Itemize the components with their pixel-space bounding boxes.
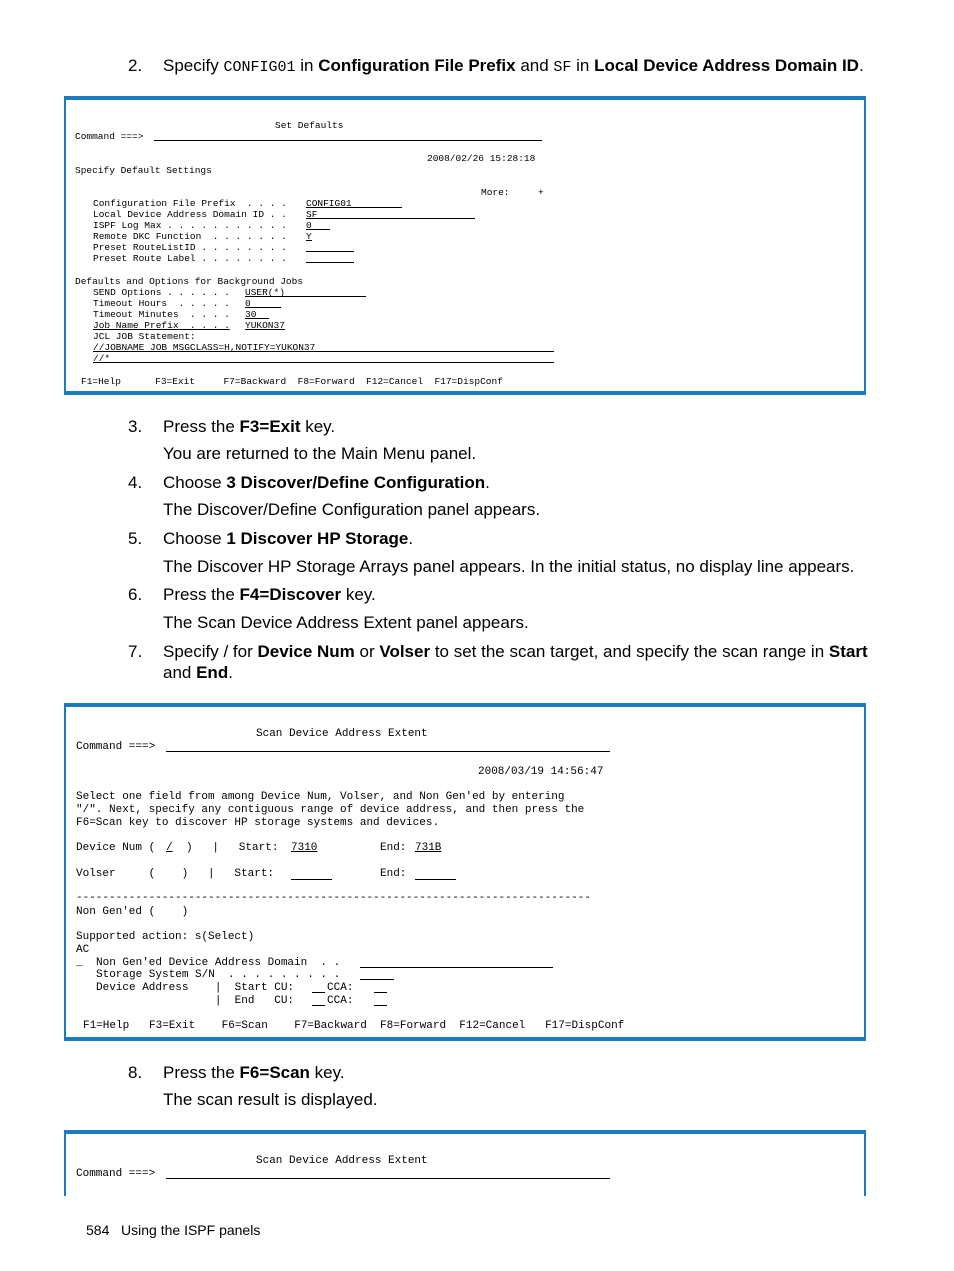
step-3-result: You are returned to the Main Menu panel. [163,444,477,463]
step-5: 5. Choose 1 Discover HP Storage. [128,529,414,548]
bg-jobs-heading: Defaults and Options for Background Jobs [75,276,304,287]
send-options-value[interactable]: USER(*) [245,287,285,298]
command-input[interactable] [154,140,542,141]
step-6: 6. Press the F4=Discover key. [128,585,376,604]
domain-id-label: Local Device Address Domain ID . . [93,209,287,220]
chapter-title: Using the ISPF panels [121,1222,261,1238]
page-footer [86,1222,260,1238]
step-8-result: The scan result is displayed. [163,1090,378,1109]
storage-sn-label: Storage System S/N . . . . . . . . . [96,969,341,981]
job-prefix-value[interactable]: YUKON37 [245,320,285,331]
end-cu-input[interactable] [312,1005,325,1006]
send-options-underline [245,296,366,297]
instruction-line-1: Select one field from among Device Num, Volser, and Non Gen'ed by entering [76,791,565,803]
jcl-label: JCL JOB Statement: [93,331,196,342]
action-column-header: AC [76,944,90,956]
config-prefix-label: Configuration File Prefix . . . . [93,198,287,209]
timeout-minutes-value[interactable]: 30 [245,309,257,320]
step-7: 7. Specify / for Device Num or Volser to set the scan target, and specify the scan range in Start [128,642,868,661]
jcl-line-2[interactable]: //* [93,353,111,364]
section-heading: Specify Default Settings [75,165,212,176]
timeout-minutes-label: Timeout Minutes . . . . [93,309,230,320]
device-num-end-label: End: [380,842,407,854]
routelist-label: Preset RouteListID . . . . . . . . [93,242,287,253]
config-prefix-underline [306,207,402,208]
datetime: 2008/02/26 15:28:18 [427,153,536,164]
jcl-line-1[interactable]: //JOBNAME JOB MSGCLASS=H,NOTIFY=YUKON37 [93,342,316,353]
end-cca-input[interactable] [374,1005,387,1006]
timeout-hours-label: Timeout Hours . . . . . [93,298,230,309]
command-label: Command ===> [75,131,144,142]
step-4: 4. Choose 3 Discover/Define Configuration. [128,473,490,492]
storage-sn-input[interactable] [360,979,394,980]
ng-domain-label: Non Gen'ed Device Address Domain . . [96,957,341,969]
datetime: 2008/03/19 14:56:47 [478,766,604,778]
domain-id-underline [306,218,475,219]
step-4-result: The Discover/Define Configuration panel appears. [163,500,541,519]
page-number: 584 [86,1222,110,1238]
remote-dkc-value[interactable]: Y [306,231,312,242]
job-prefix-label: Job Name Prefix . . . . [93,320,230,331]
panel-title: Scan Device Address Extent [256,728,428,740]
timeout-hours-value[interactable]: 0 [245,298,251,309]
command-label: Command ===> [76,1168,156,1180]
volser-end-input[interactable] [415,879,456,880]
volser-end-label: End: [380,868,407,880]
jcl-line-2-underline [93,362,554,363]
remote-dkc-label: Remote DKC Function . . . . . . . [93,231,287,242]
ispf-log-value[interactable]: 0 [306,220,312,231]
device-num-end[interactable]: 731B [415,842,442,854]
device-num-label: Device Num ( [76,842,156,854]
scan-result-panel [64,1130,866,1196]
function-keys[interactable]: F1=Help F3=Exit F6=Scan F7=Backward F8=Forward F12=Cancel F17=DispConf [83,1020,625,1032]
step-7-continued: and End. [163,663,233,682]
device-num-separator: ) | Start: [186,842,279,854]
timeout-hours-underline [245,307,281,308]
non-gened-label[interactable]: Non Gen'ed ( ) [76,906,189,918]
step-5-result: The Discover HP Storage Arrays panel appears. In the initial status, no display line appears. [163,557,855,576]
instruction-line-3: F6=Scan key to discover HP storage systems and devices. [76,817,440,829]
action-select[interactable]: _ [76,957,83,969]
command-label: Command ===> [76,741,156,753]
route-label-label: Preset Route Label . . . . . . . . [93,253,287,264]
supported-action: Supported action: s(Select) [76,931,255,943]
scan-extent-panel [64,703,866,1041]
volser-label: Volser ( ) | Start: [76,868,275,880]
set-defaults-panel [64,96,866,395]
step-3: 3. Press the F3=Exit key. [128,417,336,436]
step-8: 8. Press the F6=Scan key. [128,1063,345,1082]
ng-domain-input[interactable] [360,967,553,968]
instruction-line-2: "/". Next, specify any contiguous range of device address, and then press the [76,804,585,816]
route-label-input[interactable] [306,262,354,263]
function-keys[interactable]: F1=Help F3=Exit F7=Backward F8=Forward F12=Cancel F17=DispConf [81,376,503,387]
remote-dkc-underline [306,240,312,241]
step-6-result: The Scan Device Address Extent panel appears. [163,613,529,632]
command-input[interactable] [166,1178,610,1179]
ispf-log-label: ISPF Log Max . . . . . . . . . . . [93,220,287,231]
jcl-line-1-underline [93,351,554,352]
start-cca-input[interactable] [374,992,387,993]
timeout-minutes-underline [245,318,269,319]
panel-title: Set Defaults [275,120,344,131]
divider: ------------------------------------------------------------------------------ [76,892,591,904]
volser-start-input[interactable] [291,879,332,880]
device-num-start[interactable]: 7310 [291,842,318,854]
config-prefix-value[interactable]: CONFIG01 [306,198,352,209]
routelist-input[interactable] [306,251,354,252]
more-indicator: More: + [481,187,544,198]
ispf-log-underline [306,229,330,230]
device-num-select[interactable]: / [166,842,173,854]
device-address-end: | End CU: CCA: [96,995,354,1007]
panel-title: Scan Device Address Extent [256,1155,428,1167]
device-address-start: Device Address | Start CU: CCA: [96,982,354,994]
start-cu-input[interactable] [312,992,325,993]
command-input[interactable] [166,751,610,752]
send-options-label: SEND Options . . . . . . [93,287,230,298]
step-2: 2. Specify CONFIG01 in Configuration File Prefix and SF in Local Device Address Domain ID. [128,56,864,76]
domain-id-value[interactable]: SF [306,209,318,220]
